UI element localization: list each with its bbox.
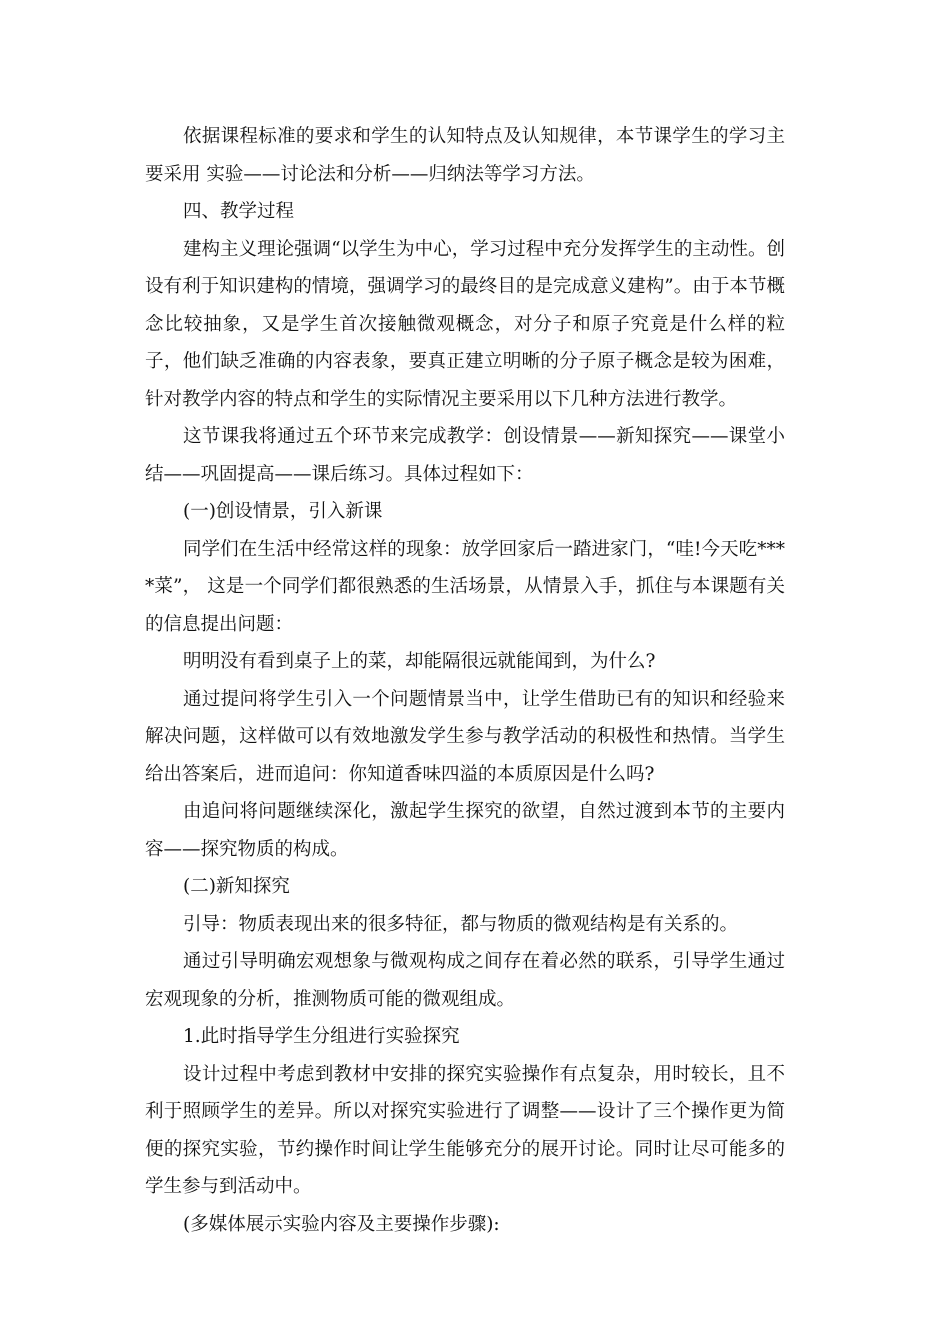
paragraph-five-steps: 这节课我将通过五个环节来完成教学：创设情景——新知探究——课堂小结——巩固提高——课后练习。具体过程如下：	[145, 426, 785, 485]
paragraph-questioning: 通过提问将学生引入一个问题情景当中，让学生借助已有的知识和经验来解决问题，这样做可以有效地激发学生参与教学活动的积极性和热情。当学生给出答案后，进而追问：你知道香味四溢的本质原因是什么吗?	[145, 688, 785, 785]
subheading-new-knowledge: (二)新知探究	[183, 876, 290, 897]
paragraph-experiment-design: 设计过程中考虑到教材中安排的探究实验操作有点复杂，用时较长，且不利于照顾学生的差异。所以对探究实验进行了调整——设计了三个操作更为简便的探究实验，节约操作时间让学生能够充分的展开讨论。同时让尽可能多的学生参与到活动中。	[145, 1063, 785, 1197]
paragraph-question: 明明没有看到桌子上的菜，却能隔很远就能闻到，为什么?	[183, 651, 656, 672]
section-heading-teaching-process: 四、教学过程	[183, 201, 295, 222]
paragraph-constructivism: 建构主义理论强调“以学生为中心，学习过程中充分发挥学生的主动性。创设有利于知识建构的情境，强调学习的最终目的是完成意义建构”。由于本节概念比较抽象，又是学生首次接触微观概念，对分子和原子究竟是什么样的粒子，他们缺乏准确的内容表象，要真正建立明晰的分子原子概念是较为困难，针对教学内容的特点和学生的实际情况主要采用以下几种方法进行教学。	[145, 238, 785, 410]
paragraph-learning-methods: 依据课程标准的要求和学生的认知特点及认知规律，本节课学生的学习主要采用 实验——讨论法和分析——归纳法等学习方法。	[145, 126, 785, 185]
paragraph-transition: 由追问将问题继续深化，激起学生探究的欲望，自然过渡到本节的主要内容——探究物质的构成。	[145, 801, 785, 860]
subheading-create-scenario: (一)创设情景，引入新课	[183, 501, 383, 522]
document-body	[145, 118, 785, 1243]
paragraph-multimedia: (多媒体展示实验内容及主要操作步骤):	[183, 1213, 500, 1235]
subheading-group-experiment: 1.此时指导学生分组进行实验探究	[183, 1026, 460, 1047]
paragraph-life-scene: 同学们在生活中经常这样的现象：放学回家后一踏进家门，“哇!今天吃****菜”， 这是一个同学们都很熟悉的生活场景，从情景入手，抓住与本课题有关的信息提出问题：	[145, 538, 785, 635]
paragraph-guidance: 引导：物质表现出来的很多特征，都与物质的微观结构是有关系的。	[183, 913, 739, 935]
paragraph-macro-micro: 通过引导明确宏观想象与微观构成之间存在着必然的联系，引导学生通过宏观现象的分析，推测物质可能的微观组成。	[145, 951, 785, 1010]
